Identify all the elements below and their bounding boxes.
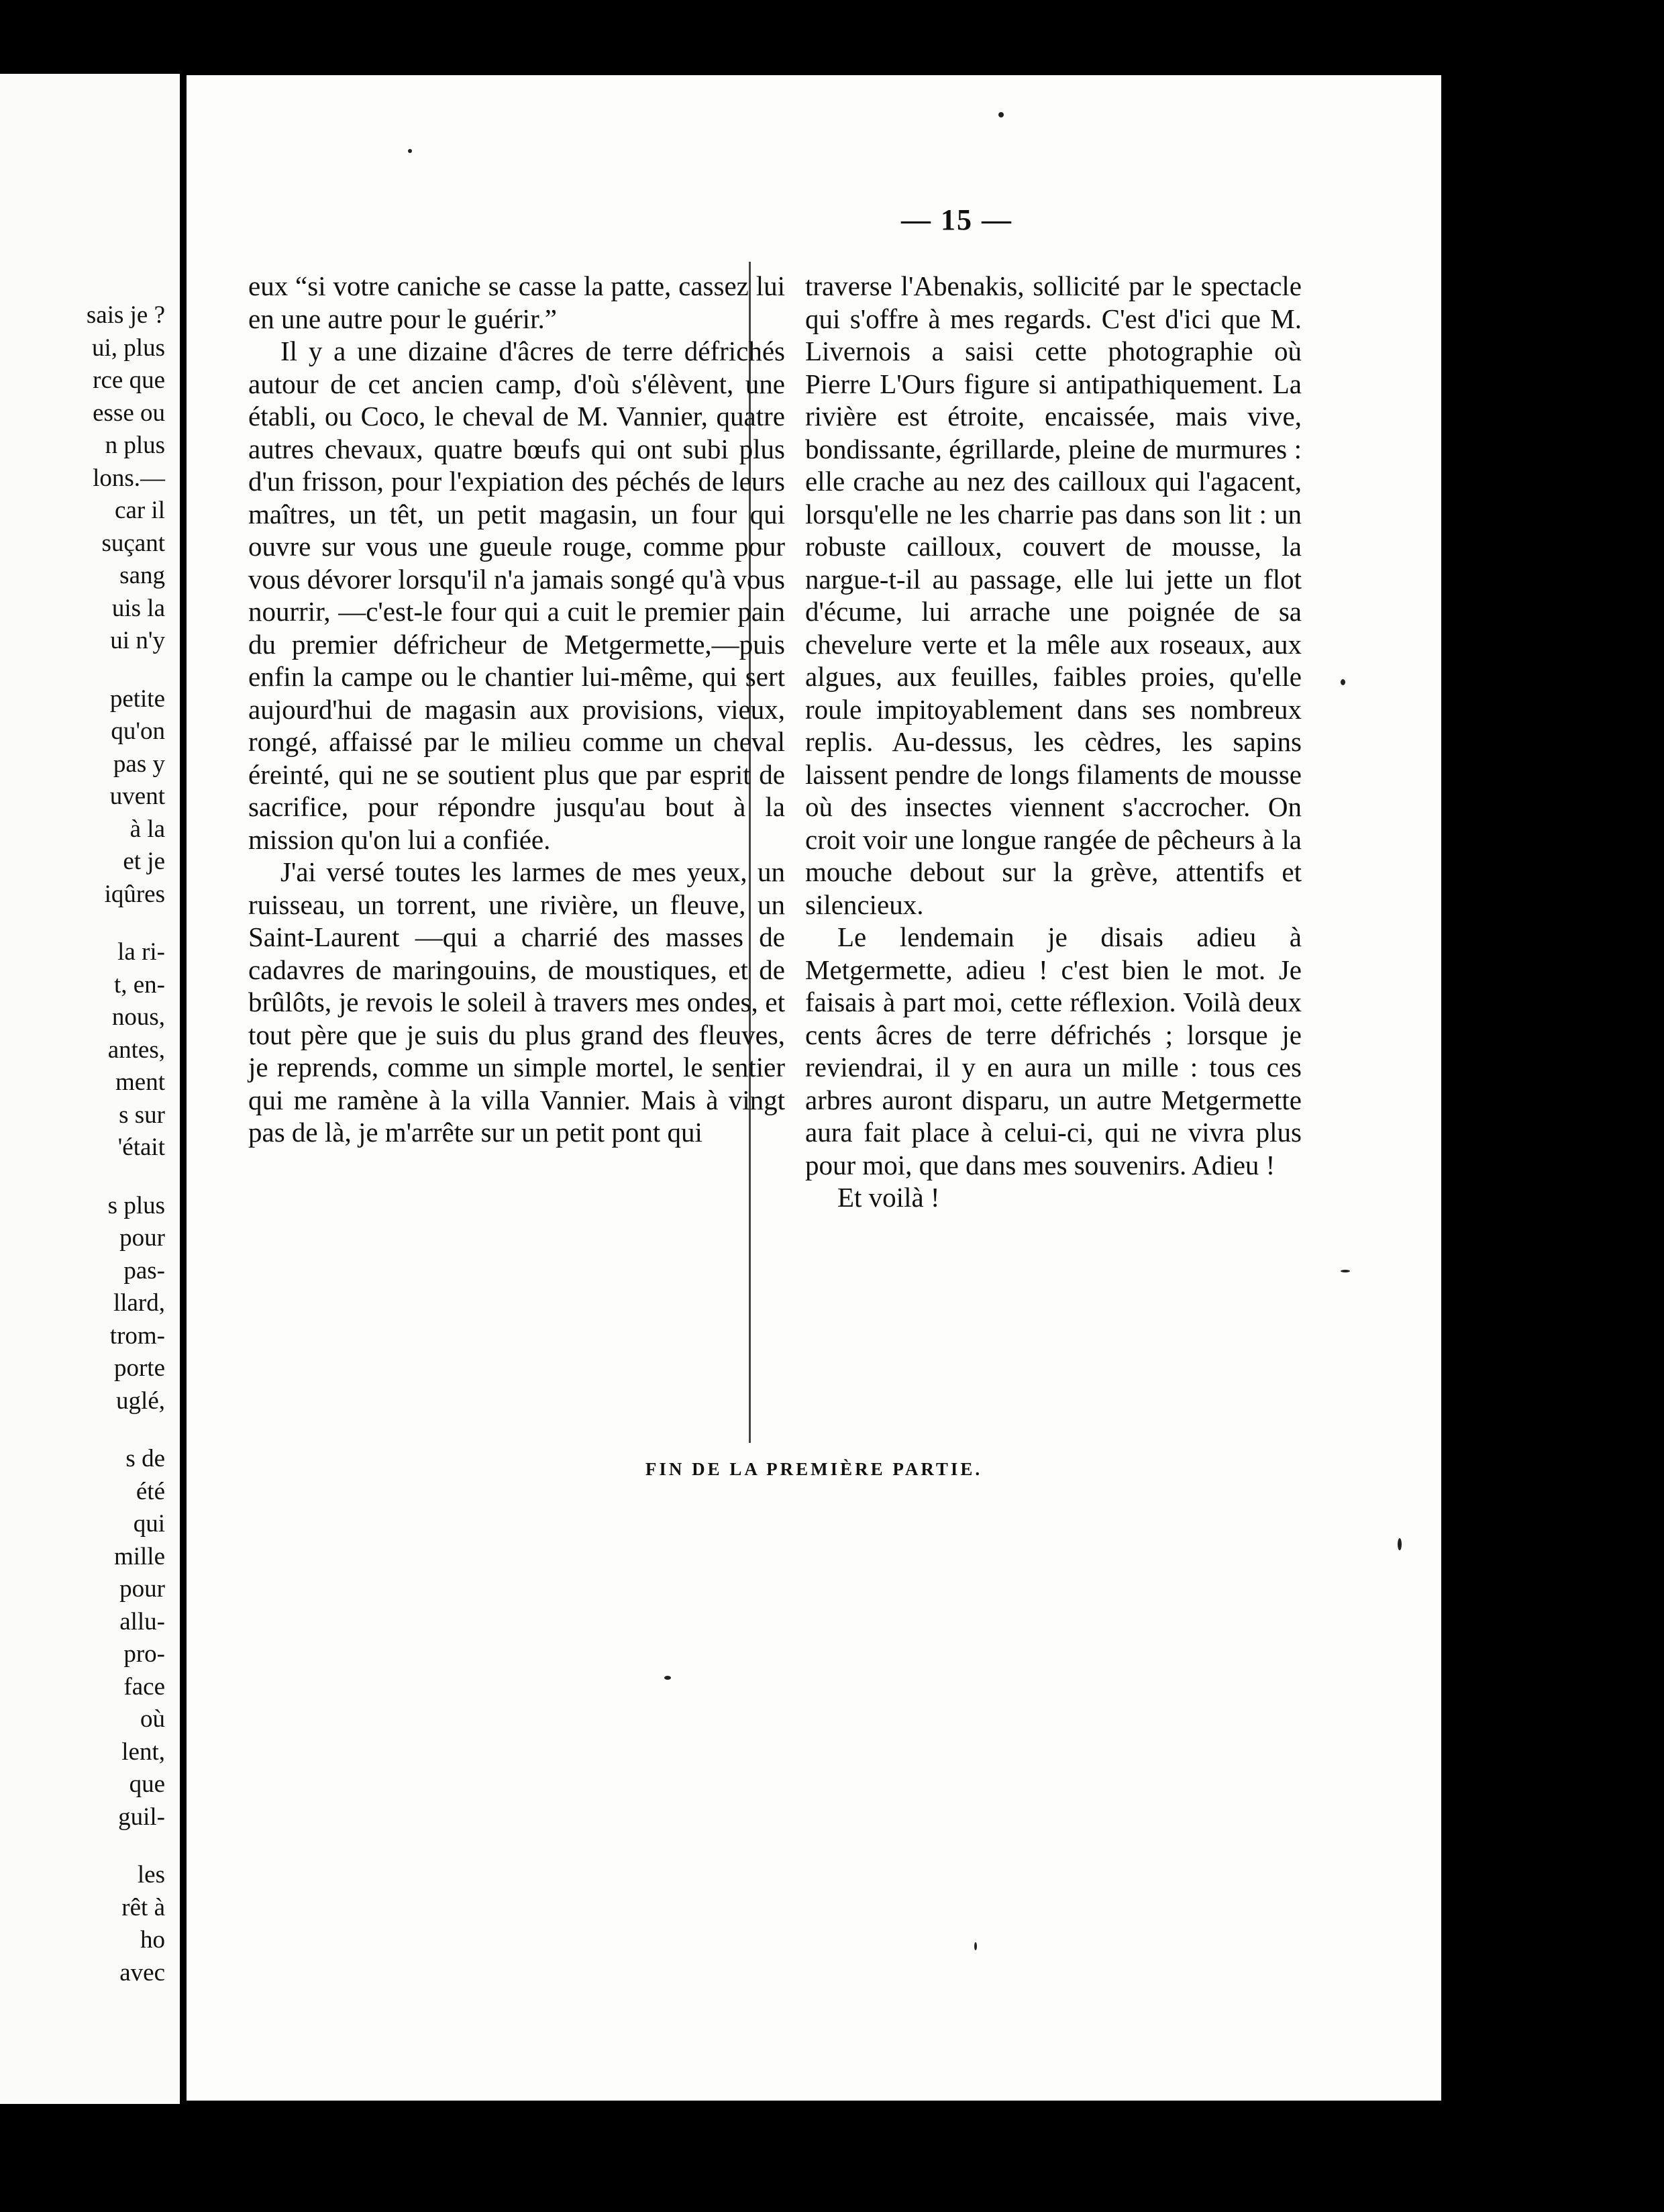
previous-page-line: à la — [129, 815, 165, 843]
left-paragraph-3: J'ai versé toutes les larmes de mes yeux, un ruisseau, un torrent, une rivière, un fleuve, un Saint-Laurent —qui a charrié des masses de cadavres de maringouins, de moustiques, et de brûlôts, je revois le soleil à travers mes ondes, et tout père que je suis du plus grand des fleuves, je reprends, comme un simple mortel, le sentier qui me ramène à la villa Vannier. Mais à vingt pas de là, je m'arrête sur un petit pont qui — [248, 856, 785, 1148]
previous-page-line: avec — [119, 1958, 165, 1987]
previous-page-line: qui — [133, 1510, 165, 1538]
right-column — [778, 270, 1441, 1214]
previous-page-line: pour — [119, 1575, 165, 1603]
previous-page-line: nous, — [111, 1003, 165, 1031]
previous-page-line: où — [140, 1705, 165, 1733]
previous-page-edge — [0, 74, 180, 2104]
previous-page-line: petite — [109, 685, 165, 713]
previous-page-line: face — [123, 1672, 165, 1701]
page-number: — 15 — — [901, 203, 1012, 236]
previous-page-line: les — [137, 1861, 165, 1889]
previous-page-line: que — [129, 1770, 165, 1798]
previous-page-line: car il — [115, 497, 165, 524]
previous-page-line: n plus — [105, 432, 165, 459]
previous-page-line: pas- — [123, 1256, 165, 1285]
previous-page-line: et je — [123, 848, 165, 875]
left-paragraph-1: eux “si votre caniche se casse la patte, cassez lui en une autre pour le guérir.” — [248, 270, 785, 334]
previous-page-line: ment — [115, 1068, 165, 1096]
previous-page-line: allu- — [119, 1607, 165, 1636]
previous-page-line: s de — [125, 1445, 165, 1472]
previous-page-line: t, en- — [113, 970, 165, 999]
previous-page-line: trom- — [109, 1321, 165, 1350]
previous-page-line: rce que — [93, 366, 165, 394]
previous-page-line: antes, — [107, 1036, 165, 1064]
previous-page-line: pas y — [113, 750, 165, 778]
previous-page-line: sang — [119, 562, 165, 589]
previous-page-line: ui n'y — [110, 627, 165, 654]
left-paragraph-2: Il y a une dizaine d'âcres de terre défrichés autour de cet ancien camp, d'où s'élèvent, une établi, ou Coco, le cheval de M. Vannier, quatre autres chevaux, quatre bœufs qui ont subi plus d'un frisson, pour l'expiation des péchés de leurs maîtres, un têt, un petit magasin, un four qui ouvre sur vous une gueule rouge, comme pour vous dévorer lorsqu'il n'a jamais songé qu'à vous nourrir, —c'est-le four qui a cuit le premier pain du premier défricheur de Metgermette,—puis enfin la campe ou le chantier lui-même, qui sert aujourd'hui de magasin aux provisions, vieux, rongé, affaissé par le milieu comme un cheval éreinté, qui ne se soutient plus que par esprit de sacrifice, pour répondre jusqu'au bout à la mission qu'on lui a confiée. — [248, 336, 785, 855]
previous-page-line: été — [136, 1477, 165, 1505]
previous-page-line: s plus — [107, 1191, 165, 1219]
right-paragraph-2: Le lendemain je disais adieu à Metgermette, adieu ! c'est bien le mot. Je faisais à part moi, cette réflexion. Voilà deux cents âcres de terre défrichés ; lorsque je reviendrai, il y en aura un mille : tous ces arbres auront disparu, un autre Metgermette aura fait place à celui-ci, qui ne vivra plus pour moi, que dans mes souvenirs. Adieu ! — [805, 921, 1302, 1180]
previous-page-line: ui, plus — [92, 334, 165, 362]
previous-page-line: rêt à — [121, 1893, 165, 1921]
previous-page-line: uglé, — [116, 1387, 165, 1415]
previous-page-line: uvent — [109, 783, 165, 810]
part-end-caption: FIN DE LA PREMIÈRE PARTIE. — [645, 1459, 983, 1479]
previous-page-line: 'était — [117, 1134, 165, 1161]
right-paragraph-3: Et voilà ! — [837, 1182, 940, 1213]
previous-page-line: qu'on — [111, 717, 165, 745]
previous-page-line: suçant — [101, 529, 165, 557]
previous-page-line: esse ou — [93, 399, 165, 427]
left-column — [248, 270, 785, 1149]
book-page — [187, 75, 1441, 2101]
previous-page-line: uis la — [111, 594, 165, 622]
previous-page-line: ho — [140, 1926, 165, 1954]
previous-page-line: llard, — [113, 1289, 165, 1317]
previous-page-line: lent, — [121, 1738, 165, 1766]
previous-page-line: s sur — [119, 1101, 165, 1129]
previous-page-line: sais je ? — [86, 301, 165, 329]
previous-page-line: lons.— — [93, 464, 165, 492]
previous-page-line: guil- — [118, 1803, 165, 1831]
right-paragraph-1: traverse l'Abenakis, sollicité par le spectacle qui s'offre à mes regards. C'est d'ici que M. Livernois a saisi cette photographie où Pierre L'Ours figure si antipathiquement. La rivière est étroite, encaissée, mais vive, bondissante, égrillarde, pleine de murmures : elle crache au nez des cailloux qui l'agacent, lorsqu'elle ne les charrie pas dans son lit : un robuste cailloux, couvert de mousse, la nargue-t-il au passage, elle lui jette un flot d'écume, lui arrache une poignée de sa chevelure verte et la mêle aux roseaux, aux algues, aux feuilles, faibles proies, qu'elle roule impitoyablement dans ses nombreux replis. Au-dessus, les cèdres, les sapins laissent pendre de longs filaments de mousse où des insectes viennent s'accrocher. On croit voir une longue rangée de pêcheurs à la mouche debout sur la grève, attentifs et silencieux. — [805, 270, 1302, 920]
previous-page-line: mille — [113, 1542, 165, 1570]
previous-page-line: pro- — [123, 1640, 165, 1668]
previous-page-line: pour — [119, 1224, 165, 1252]
previous-page-line: porte — [113, 1354, 165, 1382]
previous-page-line: iqûres — [104, 880, 165, 908]
previous-page-line: la ri- — [117, 938, 165, 966]
